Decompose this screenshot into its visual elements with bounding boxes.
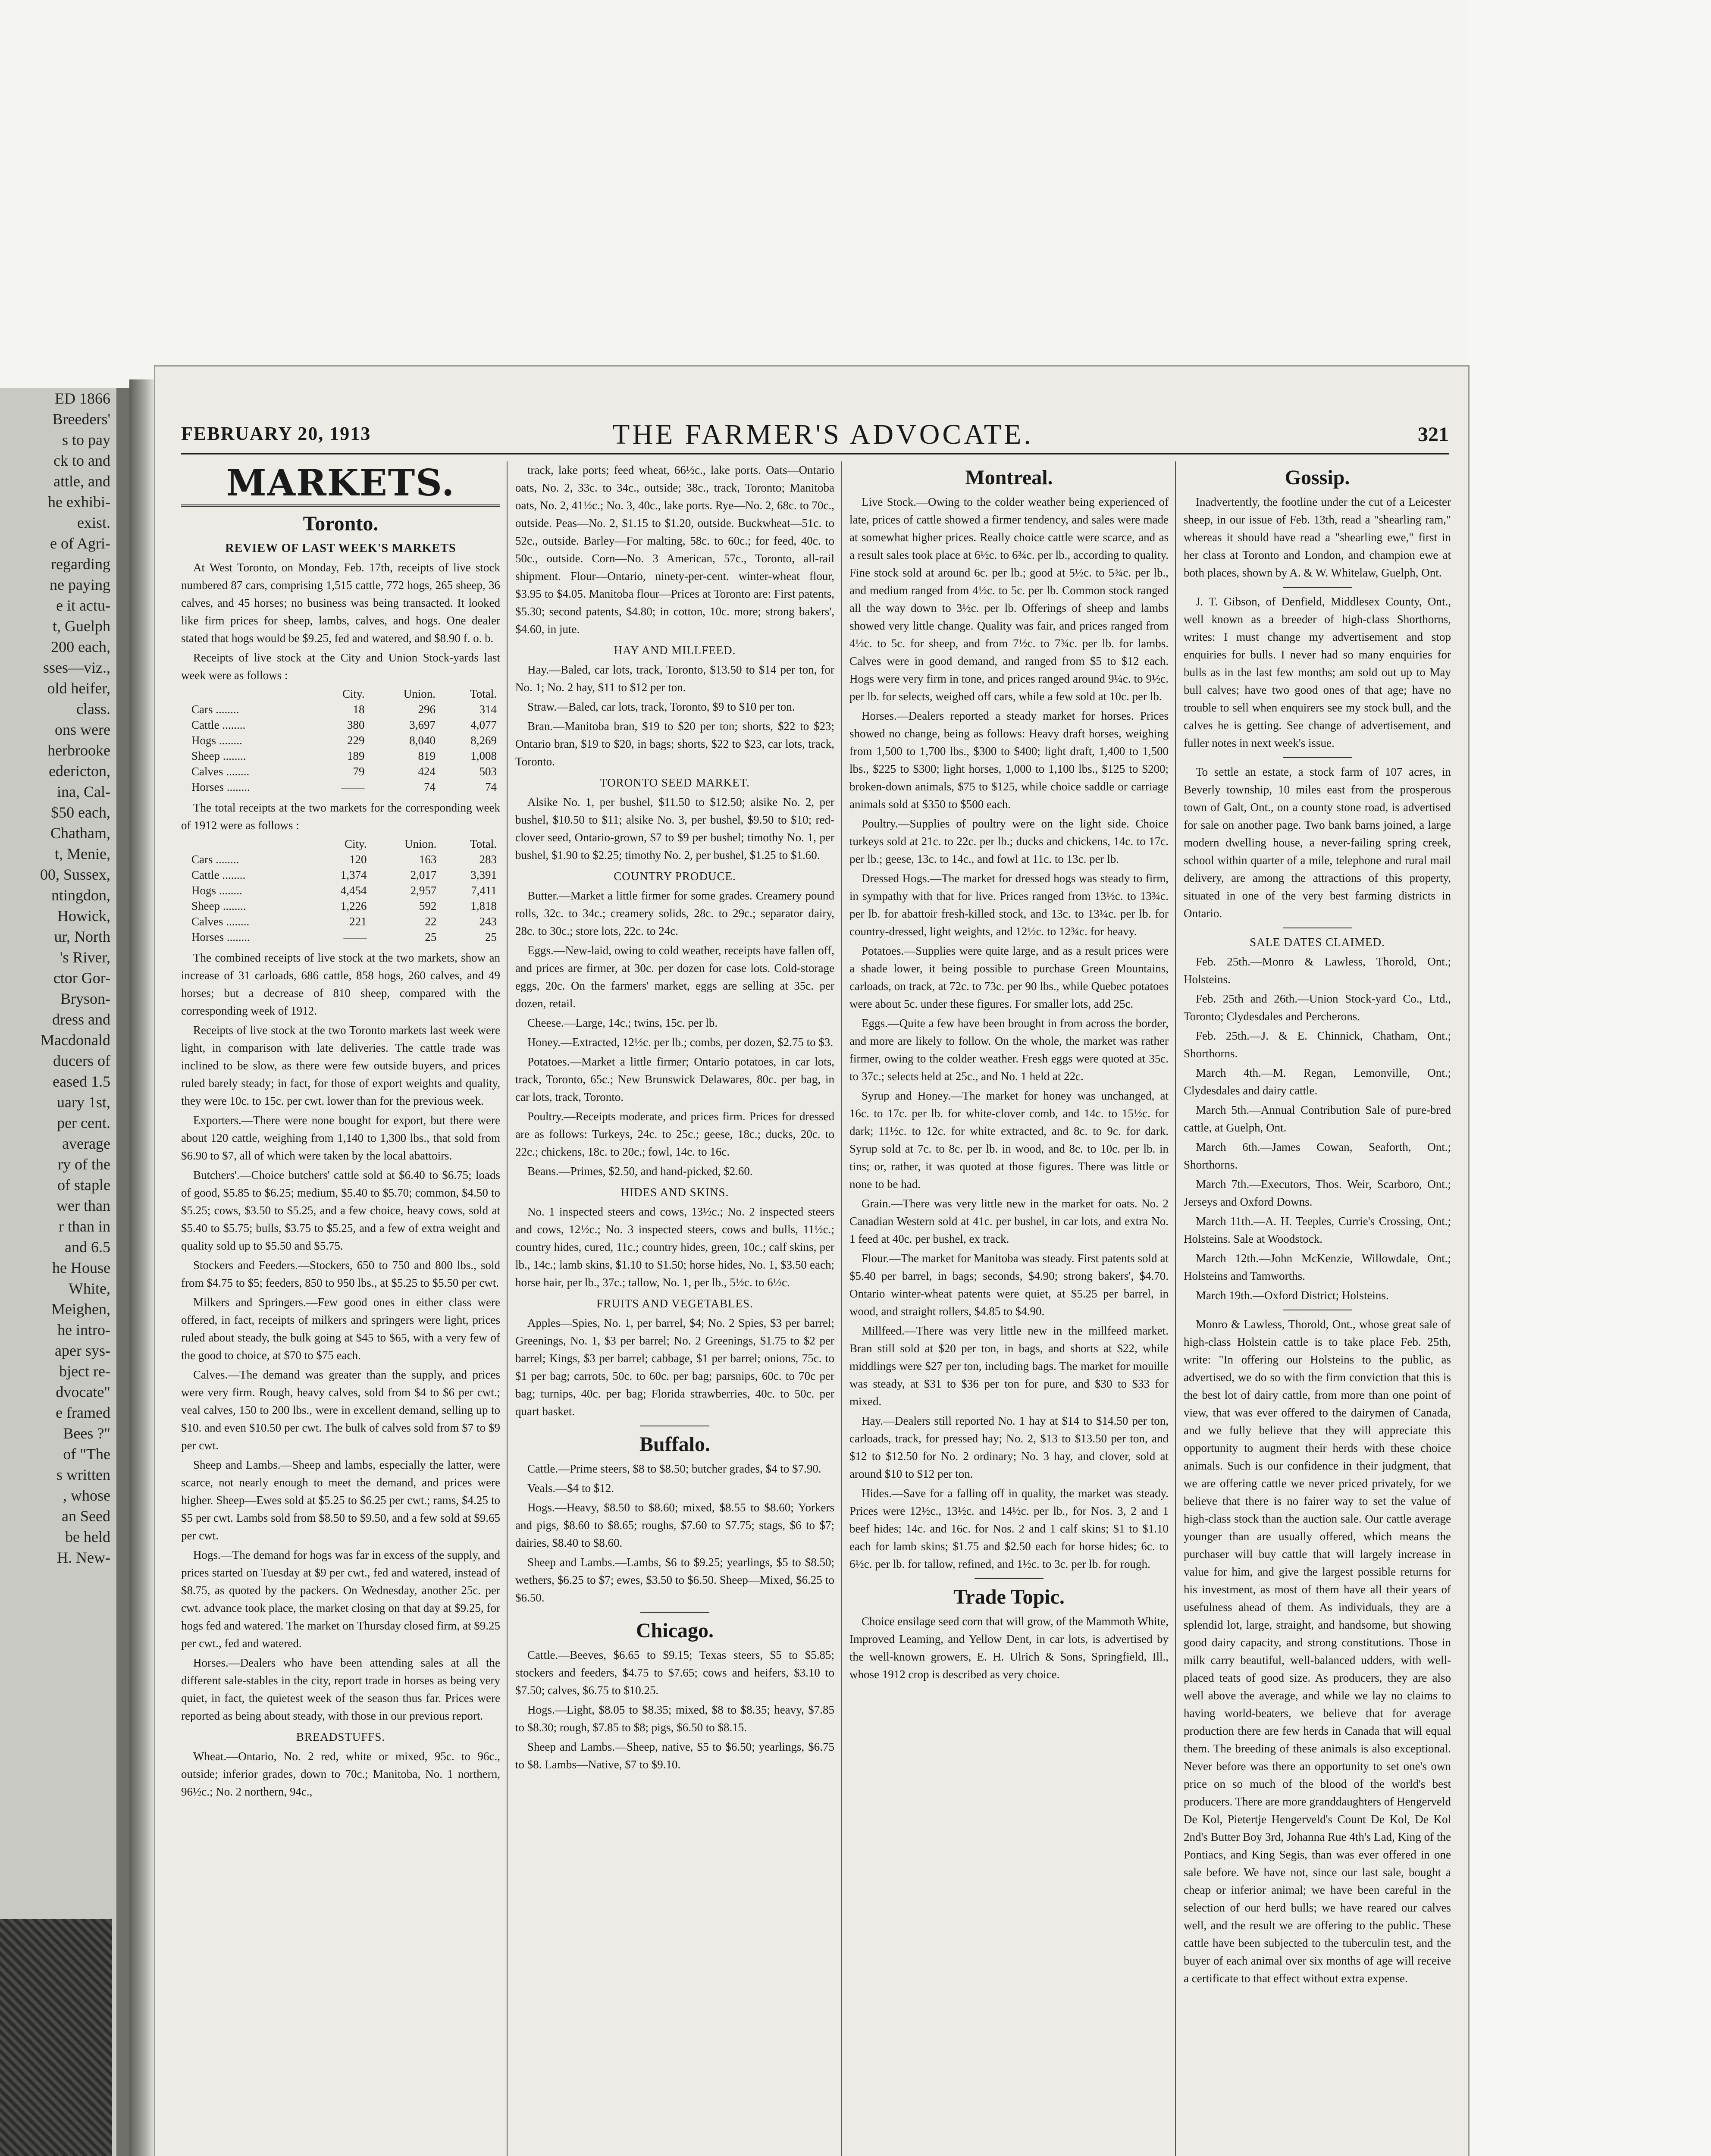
left-page-fragment-line: Meighen, — [51, 1300, 110, 1318]
table-cell: Cars ........ — [191, 853, 239, 866]
table-cell: 221 — [349, 915, 367, 928]
left-page-fragment-line: ur, North — [54, 928, 110, 945]
paragraph: No. 1 inspected steers and cows, 13½c.; No. 2 inspected steers and cows, 12½c.; No. 3 inspected steers, cows and bulls, 11½c.; country hides, cured, 11c.; country hides, green, 10c.; calf skins, per lb., 14c.; lamb skins, $1.10 to $1.50; horse hides, No. 1, $3.50 each; horse hair, per lb., 37c.; tallow, No. 1, per lb., 5½c. to 6½c. — [515, 1205, 834, 1289]
paragraph: Honey.—Extracted, 12½c. per lb.; combs, per dozen, $2.75 to $3. — [527, 1036, 834, 1049]
markets-title: MARKETS. — [181, 461, 500, 507]
section-rule — [1283, 587, 1352, 588]
left-page-fragment-line: wer than — [56, 1197, 110, 1214]
table-cell: 229 — [347, 734, 365, 747]
review-heading: REVIEW OF LAST WEEK'S MARKETS — [225, 542, 456, 555]
left-page-fragment-line: aper sys- — [55, 1342, 110, 1359]
column-divider — [1175, 461, 1176, 2156]
gossip-heading: Gossip. — [1285, 466, 1350, 489]
paragraph: Butchers'.—Choice butchers' cattle sold at $6.40 to $6.75; loads of good, $5.85 to $6.25; medium, $5.40 to $5.70; common, $4.50 to $5.25; cows, $3.50 to $5.25, and a few choice, heavy cows, sold at $5.40 to $5.75; bulls, $3.75 to $5.25, and a few of extra weight and quality sold up to $5.50 and $5.75. — [181, 1169, 500, 1252]
column-divider — [841, 461, 842, 2156]
table-cell: 1,226 — [340, 899, 367, 912]
table-body — [181, 852, 500, 945]
paragraph: Wheat.—Ontario, No. 2 red, white or mixed, 95c. to 96c., outside; inferior grades, down to 70c.; Manitoba, No. 1 northern, 96½c.; No. 2 northern, 94c., — [181, 1750, 500, 1798]
paragraph: Eggs.—New-laid, owing to cold weather, receipts have fallen off, and prices are firmer, at 30c. per dozen for case lots. Cold-storage eggs, 20c. On the farmers' market, eggs are selling at 35c. per dozen, retail. — [515, 944, 834, 1010]
section-rule — [975, 1578, 1044, 1579]
column-markets-continued — [515, 461, 834, 1775]
buffalo-heading: Buffalo. — [639, 1433, 710, 1456]
paragraph: Choice ensilage seed corn that will grow, of the Mammoth White, Improved Leaming, and Yellow Dent, in car lots, is advertised by the well-known growers, E. H. Ulrich & Sons, Springfield, Ill., whose 1912 crop is described as very choice. — [849, 1615, 1169, 1681]
paragraph: Hogs.—Light, $8.05 to $8.35; mixed, $8 to $8.35; heavy, $7.85 to $8.30; rough, $7.85 to $8; pigs, $6.50 to $8.15. — [515, 1703, 834, 1734]
issue-date: FEBRUARY 20, 1913 — [181, 423, 371, 444]
table-row — [181, 929, 500, 945]
table-cell: Cars ........ — [191, 703, 239, 716]
table-cell: 3,697 — [409, 718, 436, 731]
masthead-title: THE FARMER'S ADVOCATE. — [612, 419, 1034, 450]
table-cell: 592 — [419, 899, 437, 912]
table-cell: 424 — [418, 765, 436, 778]
paragraph: Grain.—There was very little new in the market for oats. No. 2 Canadian Western sold at 41c. per bushel, in car lots, and extra No. 1 feed at 40c. per bushel, ex track. — [849, 1197, 1169, 1245]
left-page-fragment-line: uary 1st, — [57, 1094, 110, 1111]
left-page-fragment-line: of staple — [57, 1176, 110, 1194]
paragraph: Milkers and Springers.—Few good ones in either class were offered, in fact, receipts of milkers and springers were light, prices ruled about steady, the bulk going at $45 to $65, with a very few of the good to choice, at $70 to $75 each. — [181, 1296, 500, 1362]
header-rule — [181, 453, 1449, 454]
table-cell: 18 — [353, 703, 365, 716]
paragraph: Hay.—Dealers still reported No. 1 hay at $14 to $14.50 per ton, carloads, track, for pressed hay; No. 2, $13 to $13.50 per ton, and $12 to $12.50 for No. 2 ordinary; No. 3 hay, and clover, sold at around $10 to $12 per ton. — [849, 1414, 1169, 1480]
table-row — [181, 717, 500, 733]
table-row — [181, 867, 500, 883]
paragraph: Butter.—Market a little firmer for some grades. Creamery pound rolls, 32c. to 34c.; creamery solids, 28c. to 29c.; separator dairy, 28c. to 30c.; store lots, 22c. to 24c. — [515, 889, 834, 937]
paragraph: Veals.—$4 to $12. — [527, 1482, 614, 1495]
left-page-fragment-line: ED 1866 — [55, 390, 110, 407]
paragraph: The total receipts at the two markets for the corresponding week of 1912 were as follows : — [181, 801, 500, 832]
paragraph: Apples—Spies, No. 1, per barrel, $4; No. 2 Spies, $3 per barrel; Greenings, No. 1, $3 per barrel; No. 2 Greenings, $1.75 to $2 per barrel; Kings, $3 per barrel; cabbage, $1 per barrel; onions, 75c. to $1 per bag; carrots, 50c. to 60c. per bag; parsnips, 60c. to 70c per bag; turnips, 40c. per bag; Florida strawberries, 40c. to 50c. per quart basket. — [515, 1316, 834, 1418]
paragraph: The combined receipts of live stock at the two markets, show an increase of 31 carloads, 686 cattle, 858 hogs, 260 calves, and 49 horses; but a decrease of 810 sheep, compared with the corresponding week of 1912. — [181, 951, 500, 1017]
table-cell: 243 — [479, 915, 497, 928]
table-cell: 4,077 — [470, 718, 497, 731]
paragraph: Receipts of live stock at the City and Union Stock-yards last week were as follows : — [181, 651, 500, 682]
paragraph: Stockers and Feeders.—Stockers, 650 to 750 and 800 lbs., sold from $4.75 to $5; feeders, 850 to 950 lbs., at $5.25 to $5.50 per cwt. — [181, 1259, 500, 1289]
table-row — [181, 898, 500, 914]
left-page-fragment-line: t, Guelph — [53, 617, 110, 635]
table-cell: 74 — [424, 780, 436, 793]
left-page-fragment-line: Bees ?" — [63, 1425, 110, 1442]
table-header — [181, 686, 313, 702]
left-page-fragment-line: attle, and — [53, 473, 110, 490]
paragraph: Cattle.—Prime steers, $8 to $8.50; butcher grades, $4 to $7.90. — [527, 1462, 821, 1475]
paragraph: Hides.—Save for a falling off in quality, the market was steady. Prices were 12½c., 13½c. and 14½c. per lb., for Nos. 3, 2 and 1 beef hides; 14c. and 16c. for Nos. 2 and 1 calf skins; $1 to $1.10 each for lamb skins; $1.75 and $2.50 each for horse hides; 6c. to 6½c. per lb. for tallow, refined, and 1½c. to 3c. per lb. for rough. — [849, 1487, 1169, 1570]
left-page-fragment-line: 200 each, — [51, 638, 110, 655]
paragraph: Calves.—The demand was greater than the supply, and prices were very firm. Rough, heavy calves, sold from $4 to $6 per cwt.; veal calves, 150 to 200 lbs., were in excellent demand, selling up to $10. and even $10.50 per cwt. The bulk of calves sold from $7 to $9 per cwt. — [181, 1368, 500, 1452]
table-cell: 283 — [479, 853, 497, 866]
table-cell: 296 — [418, 703, 436, 716]
book-gutter — [129, 379, 155, 2156]
sale-date-item: March 7th.—Executors, Thos. Weir, Scarboro, Ont.; Jerseys and Oxford Downs. — [1184, 1178, 1451, 1208]
hay-heading: HAY AND MILLFEED. — [614, 644, 736, 657]
trade-topic-heading: Trade Topic. — [953, 1586, 1065, 1608]
table-cell: Sheep ........ — [191, 899, 246, 912]
left-page-fragment-line: r than in — [59, 1218, 110, 1235]
table-cell: 1,008 — [470, 749, 497, 762]
paragraph: J. T. Gibson, of Denfield, Middlesex County, Ont., well known as a breeder of high-class Shorthorns, writes: I must change my advertisement and stop enquiries for bulls. I never had so many enquiries for bulls as in the last few months; am sold out up to May bull calves; have two good ones of that age; have no trouble to sell when enquirers see my stock bull, and the calves he is getting. See change of advertisement, and fuller notes in next week's issue. — [1184, 595, 1451, 749]
left-page-photo — [0, 1919, 112, 2156]
sale-date-item: Feb. 25th.—Monro & Lawless, Thorold, Ont.; Holsteins. — [1184, 955, 1451, 986]
table-cell: 22 — [425, 915, 437, 928]
left-page-fragment-line: dvocate" — [56, 1383, 110, 1401]
left-page-fragment-line: ina, Cal- — [57, 783, 110, 800]
table-cell: Sheep ........ — [191, 749, 246, 762]
table-cell: Hogs ........ — [191, 884, 242, 897]
table-cell: Hogs ........ — [191, 734, 242, 747]
sale-date-item: Feb. 25th.—J. & E. Chinnick, Chatham, Ont.; Shorthorns. — [1184, 1029, 1451, 1060]
chicago-heading: Chicago. — [636, 1619, 714, 1642]
table-cell: —— — [341, 780, 365, 793]
paragraph: Cattle.—Beeves, $6.65 to $9.15; Texas steers, $5 to $5.85; stockers and feeders, $4.75 to $7.65; cows and heifers, $3.10 to $7.50; calves, $6.75 to $10.25. — [515, 1648, 834, 1697]
left-page-fragment-line: class. — [76, 700, 110, 718]
paragraph: Straw.—Baled, car lots, track, Toronto, $9 to $10 per ton. — [527, 700, 795, 713]
paragraph: Horses.—Dealers reported a steady market for horses. Prices showed no change, being as follows: Heavy draft horses, weighing from 1,500 to 1,700 lbs., $300 to $400; light draft, 1,400 to 1,500 lbs., $225 to $300; light horses, 1,000 to 1,100 lbs., $125 to $200; broken-down animals, $75 to $125, while choice saddle or carriage animals sold at $350 to $500 each. — [849, 709, 1169, 811]
left-page-fragment-line: Macdonald — [41, 1031, 110, 1049]
paragraph: Beans.—Primes, $2.50, and hand-picked, $2.60. — [527, 1165, 753, 1178]
paragraph: Hogs.—Heavy, $8.50 to $8.60; mixed, $8.55 to $8.60; Yorkers and pigs, $8.60 to $8.65; roughs, $7.60 to $7.75; stags, $6 to $7; dairies, $8.40 to $8.60. — [515, 1501, 834, 1549]
table-cell: Horses ........ — [191, 931, 250, 943]
table-cell: 1,374 — [340, 868, 367, 881]
table-cell: Calves ........ — [191, 765, 250, 778]
table-header: Total. — [470, 837, 497, 850]
newspaper-page — [155, 367, 1468, 2156]
left-page-fragment-line: ne paying — [50, 576, 110, 593]
table-cell: 4,454 — [340, 884, 367, 897]
table-row — [181, 748, 500, 764]
paragraph: Millfeed.—There was very little new in the millfeed market. Bran still sold at $20 per ton, in bags, and shorts at $22, while middlings were $27 per ton, including bags. The market for mouille was steady, at $31 to $36 per ton for pure, and $30 to $33 for mixed. — [849, 1324, 1169, 1408]
left-page-fragment-line: e it actu- — [56, 597, 110, 614]
paragraph: Sheep and Lambs.—Lambs, $6 to $9.25; yearlings, $5 to $8.50; wethers, $6.25 to $7; ewes, $3.50 to $6.50. Sheep—Mixed, $6.25 to $6.50. — [515, 1556, 834, 1604]
sale-date-item: March 6th.—James Cowan, Seaforth, Ont.; Shorthorns. — [1184, 1141, 1451, 1171]
table-cell: —— — [343, 931, 367, 943]
left-page-fragment-line: Breeders' — [52, 411, 110, 428]
left-page-fragment-line: average — [62, 1135, 110, 1152]
left-page-fragment-line: an Seed — [62, 1507, 110, 1525]
left-page-fragment-line: 00, Sussex, — [40, 866, 110, 883]
left-page-fragment-line: H. New- — [57, 1549, 110, 1566]
paragraph: Sheep and Lambs.—Sheep and lambs, especially the latter, were scarce, not nearly enough to meet the demand, and prices were higher. Sheep—Ewes sold at $5.25 to $6.25 per cwt.; rams, $4.25 to $5 per cwt. Lambs sold from $8.50 to $9.50, and a few sold at $9.65 per cwt. — [181, 1458, 500, 1542]
left-page-fragment-line: eased 1.5 — [53, 1073, 110, 1090]
receipts-table-1912 — [181, 836, 500, 945]
page-header — [181, 418, 1449, 448]
seed-heading: TORONTO SEED MARKET. — [600, 776, 750, 789]
sale-dates-list — [1184, 953, 1451, 1304]
table-row — [181, 852, 500, 867]
sale-date-item: Feb. 25th and 26th.—Union Stock-yard Co., Ltd., Toronto; Clydesdales and Percherons. — [1184, 992, 1451, 1023]
left-page-fragment-line: Chatham, — [50, 824, 110, 842]
left-page-fragment-line: e framed — [56, 1404, 110, 1421]
table-header: Union. — [404, 837, 437, 850]
table-cell: 8,040 — [409, 734, 436, 747]
left-page-fragment-line: ons were — [55, 721, 110, 738]
table-cell: 380 — [347, 718, 365, 731]
left-page-fragment-line: ctor Gor- — [53, 969, 110, 987]
table-cell: 2,957 — [410, 884, 437, 897]
table-row — [181, 914, 500, 929]
left-page-fragment-line: dress and — [52, 1011, 110, 1028]
left-page-fragment-line: ntingdon, — [51, 887, 110, 904]
toronto-heading: Toronto. — [303, 512, 379, 535]
left-page-fragment-line: Howick, — [57, 907, 110, 924]
left-page-fragment-line: White, — [69, 1280, 110, 1297]
table-row — [181, 764, 500, 779]
paragraph: Hay.—Baled, car lots, track, Toronto, $13.50 to $14 per ton, for No. 1; No. 2 hay, $11 to $12 per ton. — [515, 663, 834, 694]
table-cell: Cattle ........ — [191, 868, 246, 881]
paragraph: Monro & Lawless, Thorold, Ont., whose great sale of high-class Holstein cattle is to take place Feb. 25th, write: "In offering our Holsteins to the public, as advertised, we do so with the firm conviction that this is the best lot of dairy cattle, from more than one point of view, that was ever offered to the dairymen of Canada, and we fully believe that they will appreciate this opportunity to augment their herds with these choice animals. Such is our confidence in their judgment, that we are offering cattle we never priced privately, for we believe that there is no fairer way to set the value of high-class stock than the auction sale. Our cattle average younger than are usually offered, which means the purchaser will buy cattle that will largely increase in value for him, and give the largest possible returns for his investment, as most of them have all their years of usefulness ahead of them. As individuals, they are a splendid lot, large, straight, and handsome, but showing good dairy capacity, and strong constitutions. Those in milk carry beautiful, well-balanced udders, with well-placed teats of good size. As producers, they are also well above the average, and while we lay no claims to having world-beaters, we believe that for average production there are few herds in Canada that will equal them. The breeding of these animals is also exceptional. Never before was there an opportunity to set one's own price on so much of the blood of the world's best producers. There are more granddaughters of Hengerveld De Kol, Pietertje Hengerveld's Count De Kol, De Kol 2nd's Butter Boy 3rd, Johanna Rue 4th's Lad, King of the Pontiacs, and King Segis, than was ever offered in one sale before. We have not, since our last sale, bought a cheap or inferior animal; we have been careful in the selection of our herd bulls; we have reared our calves well, and the result we are offering to the public. These cattle have been subjected to the tuberculin test, and the buyer of each animal over six months of age will receive a certificate to that effect without extra expense. — [1184, 1318, 1451, 1985]
table-cell: 314 — [479, 703, 497, 716]
left-page-fragment-line: he House — [52, 1259, 110, 1276]
column-montreal — [849, 461, 1169, 1685]
table-header: City. — [342, 687, 365, 700]
left-page-fragment-line: and 6.5 — [65, 1238, 110, 1256]
table-cell: 7,411 — [471, 884, 497, 897]
paragraph: Dressed Hogs.—The market for dressed hogs was steady to firm, in sympathy with that for live. Prices ranged from 13½c. to 13¾c. per lb. for abattoir fresh-killed stock, and 13c. to 13¼c. per lb. for country-dressed, light weights, and 12½c. to 12¾c. for heavy. — [849, 872, 1169, 938]
paragraph: At West Toronto, on Monday, Feb. 17th, receipts of live stock numbered 87 cars, comprising 1,515 cattle, 772 hogs, 265 sheep, 36 calves, and 45 horses; no business was being transacted. It looked like firm prices for sheep, lambs, calves, and hogs. One dealer stated that hogs would be $9.25, fed and watered, and $8.90 f. o. b. — [181, 561, 500, 645]
table-row — [181, 779, 500, 795]
left-page-fragment-line: bject re- — [59, 1363, 110, 1380]
hides-heading: HIDES AND SKINS. — [620, 1186, 729, 1199]
paragraph: Inadvertently, the footline under the cut of a Leicester sheep, in our issue of Feb. 13th, read a "shearling ram," whereas it should have read a "shearling ewe," first in her class at Toronto and London, and champion ewe at both places, shown by A. & W. Whitelaw, Guelph, Ont. — [1184, 495, 1451, 579]
paragraph: Horses.—Dealers who have been attending sales at all the different sale-stables in the city, report trade in horses as being very quiet, in fact, the quietest week of the season thus far. Prices were reported as being about steady, with those in our previous report. — [181, 1656, 500, 1722]
section-rule — [1283, 757, 1352, 758]
left-page-fragment-line: edericton, — [49, 762, 110, 780]
paragraph: Hogs.—The demand for hogs was far in excess of the supply, and prices started on Tuesday at $9 per cwt., fed and watered, instead of $8.75, as quoted by the packers. On Wednesday, another 25c. per cwt. advance took place, the market closing on that day at $9.25, for hogs fed and watered. The market on Thursday closed firm, at $9.25 per cwt., fed and watered. — [181, 1548, 500, 1650]
paragraph: Alsike No. 1, per bushel, $11.50 to $12.50; alsike No. 2, per bushel, $10.50 to $11; alsike No. 3, per bushel, $9.50 to $10; red-clover seed, Ontario-grown, $7 to $9 per bushel; timothy No. 1, per bushel, $1.90 to $2.25; timothy No. 2, per bushel, $1.25 to $1.60. — [515, 796, 834, 862]
left-page-fragment-line: 's River, — [60, 949, 110, 966]
section-rule — [640, 1612, 709, 1613]
left-page-fragment-line: he exhibi- — [48, 493, 110, 511]
left-page-fragment-line: of "The — [63, 1445, 110, 1463]
left-page-text — [0, 388, 116, 1568]
table-body — [181, 702, 500, 795]
left-page-fragment-line: t, Menie, — [55, 845, 110, 862]
paragraph: Exporters.—There were none bought for export, but there were about 120 cattle, weighing from 1,140 to 1,300 lbs., that sold from $6.90 to $7, all of which were taken by the local abattoirs. — [181, 1114, 500, 1162]
sale-date-item: March 12th.—John McKenzie, Willowdale, Ont.; Holsteins and Tamworths. — [1184, 1252, 1451, 1282]
left-page-fragment-line: ducers of — [53, 1052, 110, 1069]
paragraph: Syrup and Honey.—The market for honey was unchanged, at 16c. to 17c. per lb. for white-clover comb, and 14c. to 15½c. for dark; 11½c. to 12c. for white extracted, and 8c. to 9c. for dark. Syrup sold at 7c. to 8c. per lb. in wood, and 8c. to 10c. per lb. in tins; or, rather, it was quoted at those figures. There was little or none to be had. — [849, 1089, 1169, 1191]
country-produce-heading: COUNTRY PRODUCE. — [614, 870, 736, 883]
column-gossip — [1184, 461, 1451, 1989]
left-page-fragment-line: exist. — [77, 514, 110, 531]
fruits-heading: FRUITS AND VEGETABLES. — [596, 1297, 753, 1310]
receipts-table-1913 — [181, 686, 500, 795]
table-cell: 120 — [349, 853, 367, 866]
left-page-fragment-line: , whose — [63, 1487, 110, 1504]
right-margin — [1468, 0, 1711, 2156]
paragraph: Sheep and Lambs.—Sheep, native, $5 to $6.50; yearlings, $6.75 to $8. Lambs—Native, $7 to $9.10. — [515, 1740, 834, 1771]
table-cell: 819 — [418, 749, 436, 762]
sale-date-item: March 11th.—A. H. Teeples, Currie's Crossing, Ont.; Holsteins. Sale at Woodstock. — [1184, 1215, 1451, 1245]
sale-dates-heading: SALE DATES CLAIMED. — [1250, 936, 1385, 949]
table-cell: 8,269 — [470, 734, 497, 747]
left-page-fragment-line: e of Agri- — [50, 535, 110, 552]
table-header: City. — [344, 837, 367, 850]
paragraph: Flour.—The market for Manitoba was steady. First patents sold at $5.40 per barrel, in bags; seconds, $4.90; strong bakers', $4.70. Ontario winter-wheat patents were quiet, at $5.25 per barrel, in wood, and straight rollers, $4.85 to $4.90. — [849, 1252, 1169, 1318]
sale-date-item: March 4th.—M. Regan, Lemonville, Ont.; Clydesdales and dairy cattle. — [1184, 1066, 1451, 1097]
table-row — [181, 883, 500, 898]
left-page-fragment-line: Bryson- — [60, 990, 110, 1007]
table-row — [181, 702, 500, 717]
paragraph: Potatoes.—Market a little firmer; Ontario potatoes, in car lots, track, Toronto, 65c.; New Brunswick Delawares, 80c. per bag, in car lots, track, Toronto. — [515, 1055, 834, 1103]
table-cell: Horses ........ — [191, 780, 250, 793]
left-page-fragment-line: ry of the — [58, 1156, 110, 1173]
breadstuffs-heading: BREADSTUFFS. — [296, 1730, 385, 1743]
column-divider — [507, 461, 508, 2156]
paragraph: Receipts of live stock at the two Toronto markets last week were light, in comparison with late deliveries. The cattle trade was inclined to be slow, as there were few outside buyers, and prices ruled barely steady; in fact, for those of export weights and quality, they were 10c. to 15c. per cwt. lower than for the previous week. — [181, 1024, 500, 1107]
page-number: 321 — [1418, 423, 1449, 446]
paragraph: Live Stock.—Owing to the colder weather being experienced of late, prices of cattle showed a firmer tendency, and sales were made at somewhat higher prices. Really choice cattle were scarce, and as a result sales took place at 6½c. to 6¾c. per lb., according to quality. Fine stock sold at around 6c. per lb.; good at 5½c. to 5¾c. per lb., and medium ranged from 4½c. to 5c. per lb. Common stock ranged all the way down to 3½c. per lb. Offerings of sheep and lambs showed very little change. Quality was fair, and prices ranged from 4½c. to 5c. for sheep, and from 7½c. to 7¾c. per lb. for lambs. Calves were in good demand, and ranged from $5 to $12 each. Hogs were very firm in tone, and prices ranged around 9¼c. to 9½c. per lb. for selects, weighed off cars, while a few sold at 10c. per lb. — [849, 495, 1169, 703]
left-page-fragment-line: regarding — [51, 555, 110, 573]
table-row — [181, 733, 500, 748]
table-cell: 2,017 — [410, 868, 437, 881]
table-cell: 503 — [479, 765, 497, 778]
table-cell: 79 — [353, 765, 365, 778]
left-page-fragment-line: he intro- — [57, 1321, 110, 1338]
paragraph: Potatoes.—Supplies were quite large, and as a result prices were a shade lower, it being possible to purchase Green Mountains, carloads, on track, at 72c. to 73c. per 90 lbs., while Quebec potatoes were about 5c. under these figures. For smaller lots, add 25c. — [849, 944, 1169, 1010]
left-page-fragment-line: old heifer, — [47, 680, 110, 697]
paragraph: track, lake ports; feed wheat, 66½c., lake ports. Oats—Ontario oats, No. 2, 33c. to 34c., outside; 38c., track, Toronto; Manitoba oats, No. 2, 41½c.; No. 3, 40c., lake ports. Rye—No. 2, 68c. to 70c., outside. Peas—No. 2, $1.15 to $1.20, outside. Buckwheat—51c. to 52c., outside. Barley—For malting, 58c. to 60c.; for feed, 40c. to 50c., outside. Corn—No. 3 American, 57c., Toronto, all-rail shipment. Flour—Ontario, ninety-per-cent. winter-wheat flour, $3.95 to $4.05. Manitoba flour—Prices at Toronto are: First patents, $5.30; second patents, $4.80; in cotton, 10c. more; strong bakers', $4.60, in jute. — [515, 464, 834, 636]
table-cell: 189 — [347, 749, 365, 762]
left-page-fragment-line: s written — [56, 1466, 110, 1483]
table-cell: 25 — [425, 931, 437, 943]
left-page-fragment-line: sses—viz., — [43, 659, 110, 676]
table-cell: Calves ........ — [191, 915, 250, 928]
sale-date-item: March 5th.—Annual Contribution Sale of pure-bred cattle, at Guelph, Ont. — [1184, 1103, 1451, 1134]
left-page-fragment-line: herbrooke — [47, 742, 110, 759]
left-page-fragment-line: per cent. — [57, 1114, 110, 1131]
table-cell: 3,391 — [470, 868, 497, 881]
paragraph: Eggs.—Quite a few have been brought in from across the border, and more are likely to follow. On the whole, the market was rather firmer, owing to the colder weather. Fresh eggs were quoted at 35c. to 37c.; selects held at 25c., and No. 1 held at 22c. — [849, 1017, 1169, 1083]
left-page-fragment-line: $50 each, — [51, 804, 110, 821]
montreal-heading: Montreal. — [965, 466, 1053, 489]
left-page-fragment-line: ck to and — [53, 452, 110, 469]
table-cell: 163 — [419, 853, 437, 866]
column-markets-toronto — [181, 461, 500, 1802]
table-cell: Cattle ........ — [191, 718, 246, 731]
table-cell: 1,818 — [470, 899, 497, 912]
table-cell: 25 — [485, 931, 497, 943]
table-cell: 74 — [485, 780, 497, 793]
paragraph: Cheese.—Large, 14c.; twins, 15c. per lb. — [527, 1016, 718, 1029]
paragraph: To settle an estate, a stock farm of 107 acres, in Beverly township, 10 miles east from the prosperous town of Galt, Ont., on a county stone road, is advertised for sale on another page. Two bank barns joined, a large modern dwelling house, a never-failing spring creek, school within quarter of a mile, telephone and rural mail delivery, are among the attractions of this property, situated in one of the very best farming districts in Ontario. — [1184, 765, 1451, 920]
paragraph: Bran.—Manitoba bran, $19 to $20 per ton; shorts, $22 to $23; Ontario bran, $19 to $20, in bags; shorts, $22 to $23, car lots, track, Toronto. — [515, 720, 834, 768]
table-header: Total. — [470, 687, 497, 700]
table-header — [181, 836, 311, 852]
left-page-fragment — [0, 388, 129, 2156]
paragraph: Poultry.—Supplies of poultry were on the light side. Choice turkeys sold at 21c. to 22c. per lb.; ducks and chickens, 14c. to 17c. per lb.; geese, 13c. to 14c., and fowl at 11c. to 13c. per lb. — [849, 817, 1169, 865]
left-page-fragment-line: be held — [65, 1528, 110, 1545]
left-page-fragment-line: s to pay — [62, 431, 110, 448]
paragraph: Poultry.—Receipts moderate, and prices firm. Prices for dressed are as follows: Turkeys, 24c. to 25c.; geese, 18c.; ducks, 20c. to 22c.; chickens, 18c. to 20c.; fowl, 14c. to 16c. — [515, 1110, 834, 1158]
sale-date-item: March 19th.—Oxford District; Holsteins. — [1196, 1289, 1389, 1302]
table-header: Union. — [403, 687, 436, 700]
